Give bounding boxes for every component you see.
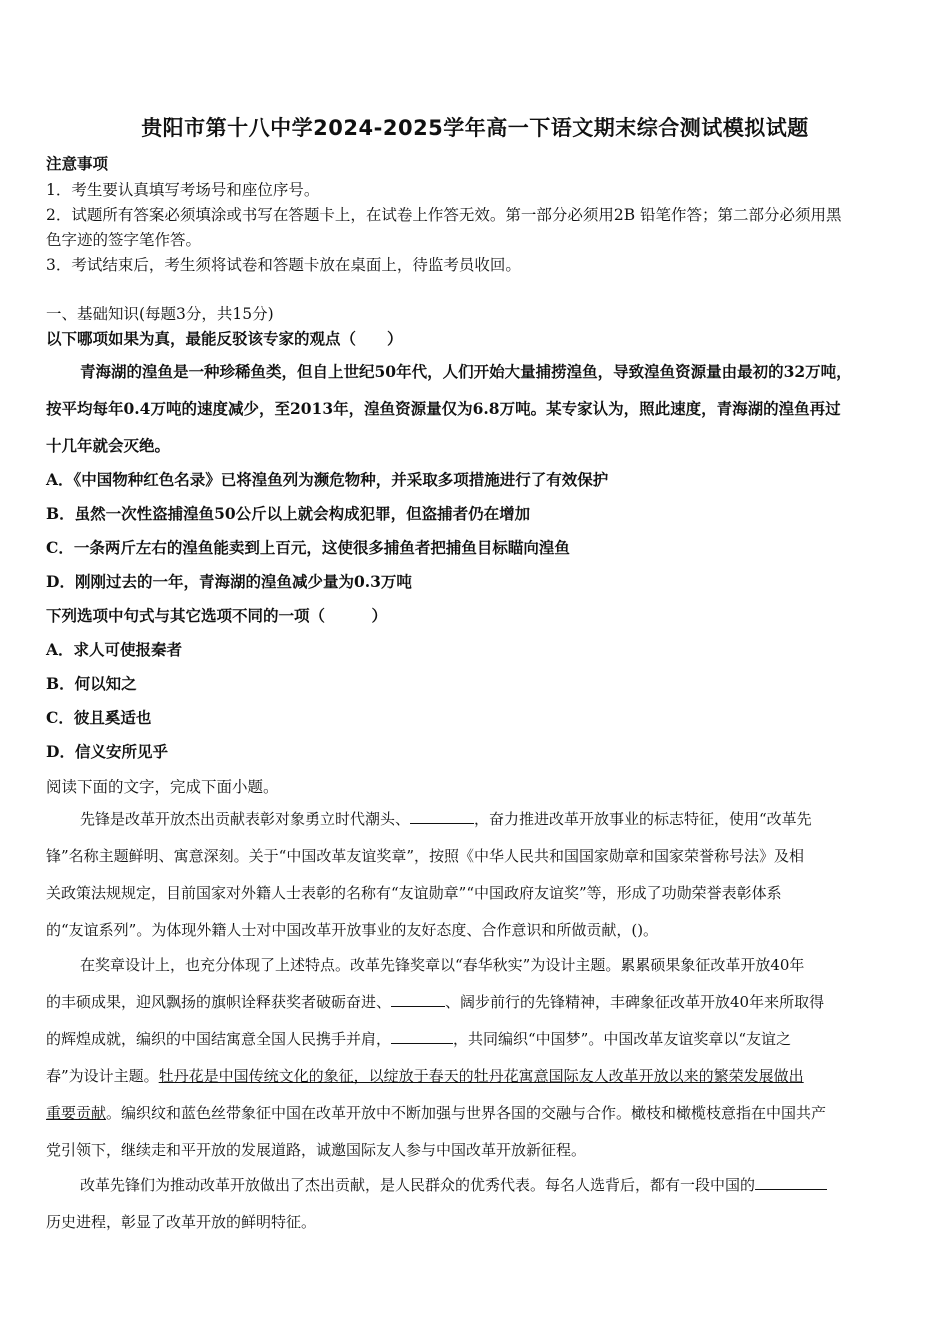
- option-c: [46, 706, 151, 728]
- option-text: 刚刚过去的一年，青海湖的湟鱼减少量为0.3万吨: [74, 572, 412, 591]
- notice-item: 1．考生要认真填写考场号和座位序号。: [46, 181, 320, 199]
- option-key: B．: [46, 504, 75, 523]
- passage-line: [46, 1065, 804, 1086]
- option-key: D．: [46, 742, 75, 761]
- option-c: [46, 536, 570, 558]
- option-b: [46, 502, 530, 524]
- blank: [391, 991, 445, 1007]
- option-text: 何以知之: [74, 674, 137, 693]
- option-key: C．: [46, 538, 74, 557]
- option-a: [46, 638, 182, 660]
- passage-line: [80, 1174, 827, 1195]
- question-stem: 以下哪项如果为真，最能反驳该专家的观点（ ）: [46, 329, 403, 348]
- passage-line: 十几年就会灭绝。: [46, 436, 171, 455]
- passage-line: [80, 808, 812, 829]
- option-text: 求人可使报秦者: [73, 640, 183, 659]
- passage-text: 先锋是改革开放杰出贡献表彰对象勇立时代潮头、: [80, 810, 411, 828]
- passage-text: 的辉煌成就，编织的中国结寓意全国人民携手并肩，: [46, 1030, 392, 1048]
- notice-item: 3．考试结束后，考生须将试卷和答题卡放在桌面上，待监考员收回。: [46, 256, 521, 274]
- passage-text: 。编织纹和蓝色丝带象征中国在改革开放中不断加强与世界各国的交融与合作。橄枝和橄榄枝意指在中国共产: [106, 1104, 827, 1122]
- blank: [391, 1028, 453, 1044]
- page-title: 贵阳市第十八中学2024-2025学年高一下语文期末综合测试模拟试题: [141, 116, 809, 140]
- passage-line: [46, 991, 824, 1012]
- option-key: D．: [46, 572, 75, 591]
- passage-text: ，共同编织“中国梦”。中国改革友谊奖章以“友谊之: [453, 1030, 792, 1048]
- passage-line: 党引领下，继续走和平开放的发展道路，诚邀国际友人参与中国改革开放新征程。: [46, 1141, 587, 1159]
- passage-line: 关政策法规规定，目前国家对外籍人士表彰的名称有“友谊勋章”“中国政府友谊奖”等，形成了功勋荣誉表彰体系: [46, 884, 782, 902]
- passage-line: 的“友谊系列”。为体现外籍人士对中国改革开放事业的友好态度、合作意识和所做贡献，()。: [46, 921, 659, 939]
- passage-text: 改革先锋们为推动改革开放做出了杰出贡献，是人民群众的优秀代表。每名人选背后，都有一段中国的: [80, 1176, 756, 1194]
- option-d: [46, 570, 412, 592]
- underlined-sentence: 牡丹花是中国传统文化的象征，以绽放于春天的牡丹花寓意国际友人改革开放以来的繁荣发展做出: [158, 1067, 804, 1085]
- notice-item: 2．试题所有答案必须填涂或书写在答题卡上，在试卷上作答无效。第一部分必须用2B 铅笔作答；第二部分必须用黑: [46, 206, 842, 224]
- section-heading: 一、基础知识(每题3分，共15分): [46, 305, 274, 323]
- blank: [410, 808, 474, 824]
- option-text: 《中国物种红色名录》已将湟鱼列为濒危物种，并采取多项措施进行了有效保护: [73, 470, 609, 489]
- passage-text: 、阔步前行的先锋精神，丰碑象征改革开放40年来所取得: [445, 993, 825, 1011]
- underlined-sentence: 重要贡献: [46, 1104, 107, 1122]
- passage-line: 在奖章设计上，也充分体现了上述特点。改革先锋奖章以“春华秋实”为设计主题。累累硕果象征改革开放40年: [80, 956, 805, 974]
- notice-item: 色字迹的签字笔作答。: [46, 231, 202, 249]
- passage-line: 锋”名称主题鲜明、寓意深刻。关于“中国改革友谊奖章”，按照《中华人民共和国国家勋章和国家荣誉称号法》及相: [46, 847, 805, 865]
- option-b: [46, 672, 137, 694]
- option-text: 彼且奚适也: [73, 708, 152, 727]
- passage-text: ，奋力推进改革开放事业的标志特征，使用“改革先: [474, 810, 812, 828]
- passage-line: 历史进程，彰显了改革开放的鲜明特征。: [46, 1213, 317, 1231]
- notice-heading: 注意事项: [46, 154, 109, 173]
- passage-text: 春”为设计主题。: [46, 1067, 159, 1085]
- passage-line: [46, 1028, 791, 1049]
- passage-line: 青海湖的湟鱼是一种珍稀鱼类，但自上世纪50年代，人们开始大量捕捞湟鱼，导致湟鱼资源量由最初的32万吨，: [80, 362, 852, 381]
- blank: [755, 1174, 827, 1190]
- option-key: B．: [46, 674, 75, 693]
- option-key: C．: [46, 708, 74, 727]
- option-text: 虽然一次性盗捕湟鱼50公斤以上就会构成犯罪，但盗捕者仍在增加: [74, 504, 531, 523]
- option-a: [46, 468, 608, 490]
- reading-intro: 阅读下面的文字，完成下面小题。: [46, 778, 279, 796]
- question-stem: 下列选项中句式与其它选项不同的一项（ ）: [46, 606, 388, 625]
- passage-line: 按平均每年0.4万吨的速度减少，至2013年，湟鱼资源量仅为6.8万吨。某专家认为，照此速度，青海湖的湟鱼再过: [46, 399, 841, 418]
- passage-line: [46, 1102, 826, 1123]
- passage-text: 的丰硕成果，迎风飘扬的旗帜诠释获奖者破砺奋进、: [46, 993, 392, 1011]
- option-key: A．: [46, 640, 74, 659]
- option-text: 信义安所见乎: [74, 742, 168, 761]
- option-text: 一条两斤左右的湟鱼能卖到上百元，这使很多捕鱼者把捕鱼目标瞄向湟鱼: [73, 538, 570, 557]
- option-key: A．: [46, 470, 74, 489]
- option-d: [46, 740, 168, 762]
